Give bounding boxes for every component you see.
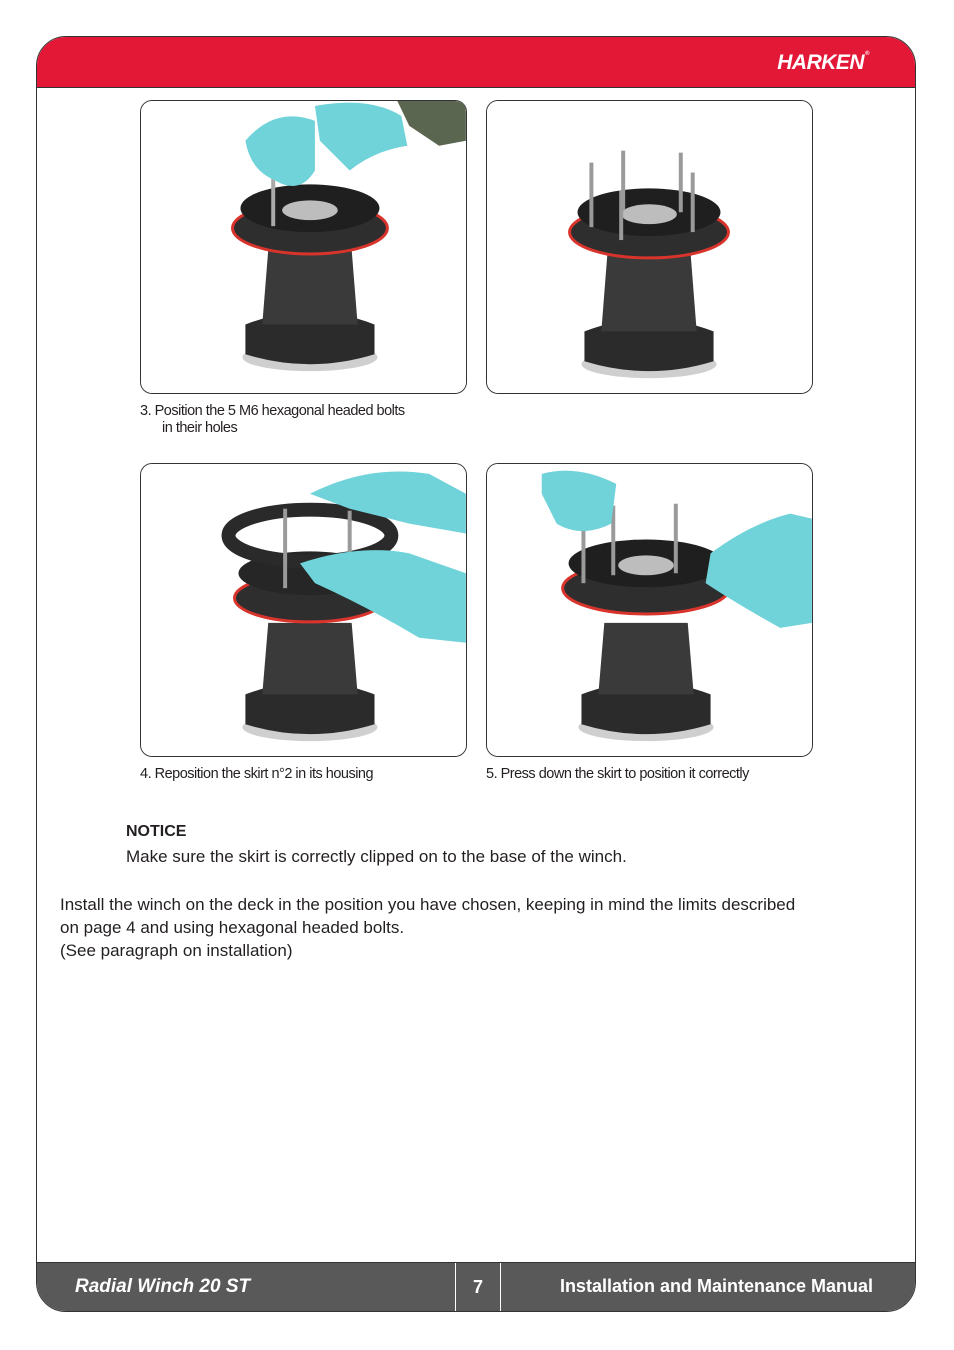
figure-3-caption (140, 403, 470, 437)
harken-logo (777, 51, 869, 75)
brand-name: HARKEN (777, 51, 865, 74)
figure-4-caption: 4. Reposition the skirt n°2 in its housing (140, 766, 374, 782)
figure-3-caption-line-1: 3. Position the 5 M6 hexagonal headed bolts (140, 403, 405, 419)
figure-3-photo (140, 100, 467, 394)
installation-line-3: (See paragraph on installation) (60, 941, 293, 960)
installation-line-1: Install the winch on the deck in the position you have chosen, keeping in mind the limits described (60, 895, 796, 914)
figure-5-caption: 5. Press down the skirt to position it correctly (486, 766, 749, 782)
winch-skirt-press-image (487, 464, 812, 756)
winch-bolt-insertion-image (141, 101, 466, 393)
figure-5-photo (486, 463, 813, 757)
figure-4-photo (140, 463, 467, 757)
header-band (37, 37, 915, 88)
winch-with-bolts-image (487, 101, 812, 393)
winch-skirt-reposition-image (141, 464, 466, 756)
brand-mark: ® (865, 51, 869, 57)
notice-text: Make sure the skirt is correctly clipped on to the base of the winch. (126, 847, 627, 866)
installation-line-2: on page 4 and using hexagonal headed bolts. (60, 918, 405, 937)
figure-3-caption-line-2: in their holes (162, 420, 238, 436)
notice-title: NOTICE (126, 823, 187, 840)
page-number: 7 (455, 1263, 501, 1311)
footer-product-title: Radial Winch 20 ST (75, 1276, 251, 1297)
figure-bolts-photo (486, 100, 813, 394)
installation-paragraph (60, 893, 910, 962)
footer-manual-title: Installation and Maintenance Manual (559, 1276, 873, 1296)
footer-band (37, 1262, 915, 1311)
